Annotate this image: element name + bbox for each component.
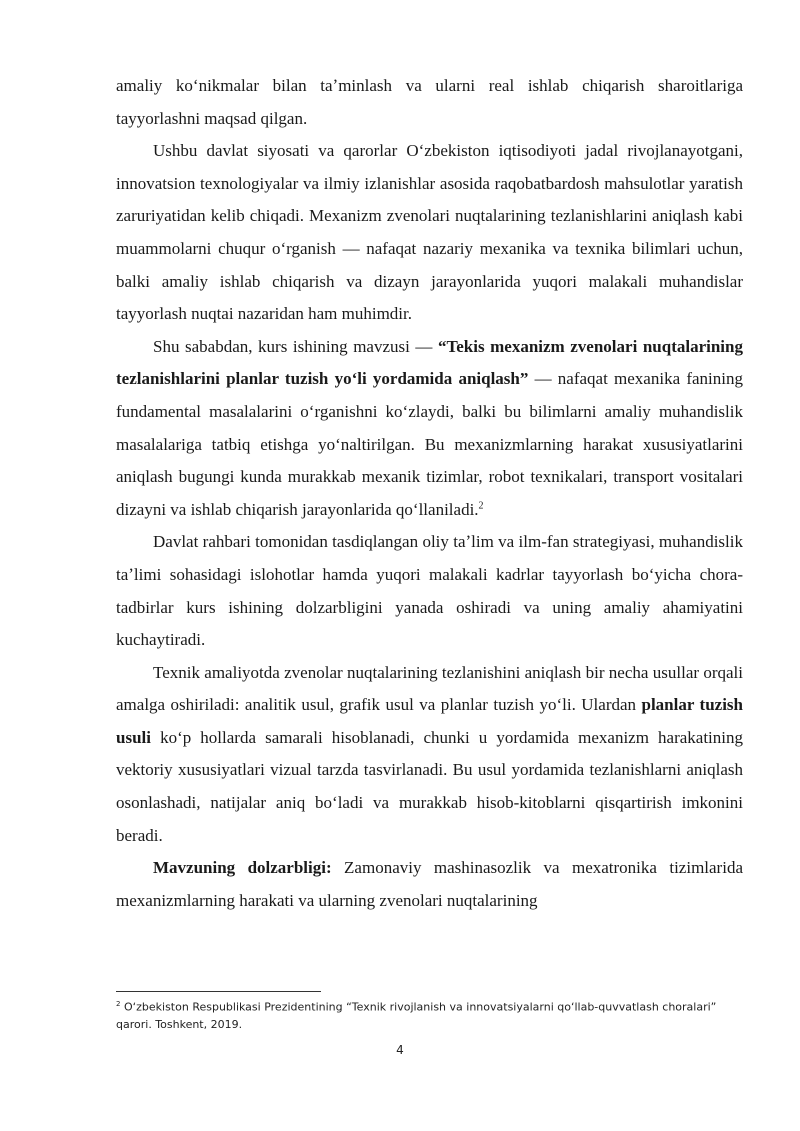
methods-intro-text: Texnik amaliyotda zvenolar nuqtalarining tezlanishini aniqlash bir necha usullar orqali amalga oshiriladi: analitik usul, grafik usul va planlar tuzish yoʻli. Ulardan xyxy=(116,662,743,715)
page-number: 4 xyxy=(396,1043,404,1057)
topic-intro-text: Shu sababdan, kurs ishining mavzusi — xyxy=(153,336,438,356)
footnote-reference[interactable]: 2 xyxy=(478,500,484,512)
document-body xyxy=(116,70,743,917)
footnote xyxy=(116,996,726,1033)
paragraph-strategy: Davlat rahbari tomonidan tasdiqlangan oliy taʼlim va ilm-fan strategiyasi, muhandislik taʼlimi sohasidagi islohotlar hamda yuqori malakali kadrlar tayyorlash boʻyicha chora-tadbirlar kurs ishining dolzarbligini yanada oshiradi va uning amaliy ahamiyatini kuchaytiradi. xyxy=(116,532,743,650)
footnote-marker: 2 xyxy=(116,1000,121,1008)
relevance-text: Zamonaviy mashinasozlik va mexatronika tizimlarida mexanizmlarning harakati va ularning zvenolari nuqtalarining xyxy=(116,858,743,910)
paragraph-state-policy: Ushbu davlat siyosati va qarorlar Oʻzbekiston iqtisodiyoti jadal rivojlanayotgani, innovatsion texnologiyalar va ilmiy izlanishlar asosida raqobatbardosh mahsulotlar yaratish zaruriyatidan kelib chiqadi. Mexanizm zvenolari nuqtalarining tezlanishlarini aniqlash kabi muammolarni chuqur oʻrganish — nafaqat nazariy mexanika va texnika bilimlari uchun, balki amaliy ishlab chiqarish va dizayn jarayonlarida yuqori malakali muhandislar tayyorlash nuqtai nazaridan ham muhimdir. xyxy=(116,141,743,324)
relevance-heading: Mavzuning dolzarbligi: xyxy=(153,858,332,878)
paragraph-relevance xyxy=(116,852,743,917)
methods-description-text: koʻp hollarda samarali hisoblanadi, chunki u yordamida mexanizm harakatining vektoriy xususiyatlari vizual tarzda tasvirlanadi. Bu usul yordamida tezlanishlarni aniqlash osonlashadi, natijalar aniq boʻladi va murakkab hisob-kitoblarni qisqartirish imkonini beradi. xyxy=(116,727,743,845)
footnote-text: O‘zbekiston Respublikasi Prezidentining “Texnik rivojlanish va innovatsiyalarni qo‘llab-quvvatlash choralari” qarori. Toshkent, 2019. xyxy=(116,1000,717,1031)
method-name-bold: planlar tuzish usuli xyxy=(116,695,743,747)
course-topic-title: “Tekis mexanizm zvenolari nuqtalarining tezlanishlarini planlar tuzish yoʻli yordamida aniqlash” xyxy=(116,336,743,389)
paragraph-course-topic xyxy=(116,331,743,527)
paragraph-methods xyxy=(116,657,743,853)
footnote-separator xyxy=(116,991,321,992)
paragraph-continuation: amaliy koʻnikmalar bilan taʼminlash va ularni real ishlab chiqarish sharoitlariga tayyorlashni maqsad qilgan. xyxy=(116,76,743,128)
topic-description-text: — nafaqat mexanika fanining fundamental masalalarini oʻrganishni koʻzlaydi, balki bu bilimlarni amaliy muhandislik masalalariga tatbiq etishga yoʻnaltirilgan. Bu mexanizmlarning harakat xususiyatlarini aniqlash bugungi kunda murakkab mexanik tizimlar, robot texnikalari, transport vositalari dizayni va ishlab chiqarish jarayonlarida qoʻllaniladi. xyxy=(116,369,743,519)
